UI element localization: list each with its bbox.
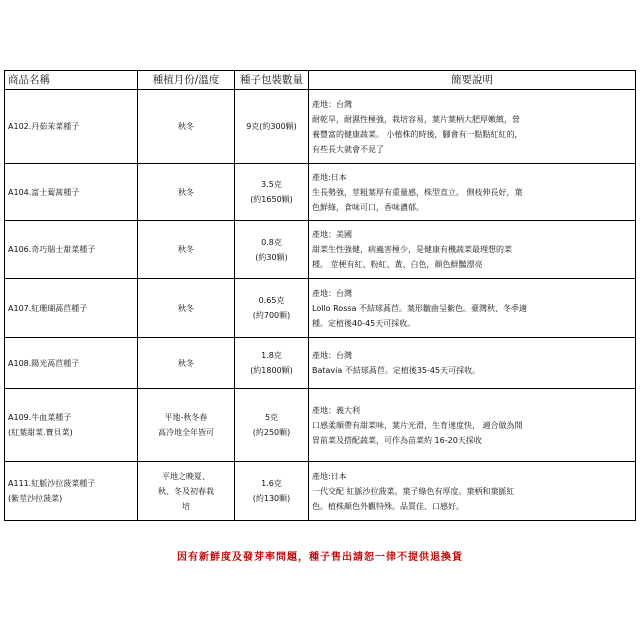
cell-description-line: 產地：台灣: [312, 351, 352, 360]
cell-description-line: 生長勢強，莖粗葉厚有重量感，株型直立。 側枝伸長好，葉: [312, 187, 523, 197]
cell-product-name: [5, 221, 138, 279]
cell-product-name-line: (紅葉甜菜.寶貝菜): [8, 428, 73, 437]
cell-product-name-line: A107.紅珊瑚萵苣種子: [8, 303, 88, 313]
product-table: [4, 70, 636, 521]
cell-product-name: [5, 279, 138, 338]
no-return-notice: 因有新鮮度及發芽率問題，種子售出請恕一律不提供退換貨: [177, 552, 463, 563]
cell-planting-season-line: 秋冬: [178, 122, 194, 131]
cell-product-name: [5, 462, 138, 521]
cell-description: [309, 164, 636, 221]
cell-description-line: 產地：台灣: [312, 288, 352, 298]
cell-package-quantity-line: 3.5克: [261, 180, 282, 189]
cell-description-line: 產地:日本: [312, 172, 347, 182]
cell-planting-season-line: 秋冬: [178, 187, 194, 197]
cell-description: [309, 462, 636, 521]
cell-description-line: Lollo Rossa 不結球萵苣。葉形皺曲呈紫色。臺灣秋、冬季適: [312, 303, 527, 313]
cell-planting-season: [138, 279, 235, 338]
header-product-name: 商品名稱: [5, 71, 138, 90]
cell-package-quantity: [235, 389, 309, 462]
cell-planting-season: [138, 462, 235, 521]
cell-description-line: 種。 莖梗有紅、粉紅、黃、白色，顏色鮮豔漂亮: [312, 260, 483, 269]
table-row: [5, 279, 636, 338]
cell-product-name: [5, 90, 138, 164]
table-header-row: [5, 71, 636, 90]
cell-package-quantity-line: 1.8克: [261, 351, 282, 360]
cell-description-line: 胃前菜及搭配蔬菜，可作為苗菜約 16-20天採收: [312, 435, 482, 445]
cell-product-name: [5, 389, 138, 462]
cell-description: [309, 90, 636, 164]
cell-package-quantity-line: (約30顆): [255, 252, 288, 262]
cell-planting-season-line: 平地-秋冬春: [164, 413, 208, 422]
cell-description-line: 甜菜生性強健，病蟲害極少，是健康有機蔬菜最理想的菜: [312, 245, 512, 254]
cell-package-quantity: [235, 462, 309, 521]
cell-planting-season: [138, 90, 235, 164]
cell-planting-season: [138, 389, 235, 462]
cell-description: [309, 338, 636, 389]
cell-planting-season-line: 秋、冬及初春栽: [158, 486, 214, 496]
cell-description-line: 種。定植後40-45天可採收。: [312, 318, 416, 328]
header-description: 簡要說明: [309, 71, 636, 90]
cell-package-quantity: [235, 164, 309, 221]
cell-package-quantity-line: 9克(約300顆): [246, 122, 297, 131]
cell-description-line: 產地:日本: [312, 471, 347, 481]
cell-package-quantity: [235, 90, 309, 164]
cell-planting-season: [138, 164, 235, 221]
cell-package-quantity-line: (約1800顆): [250, 366, 293, 375]
cell-description-line: 養豐富的健康蔬菜。 小植株的時後，腳會有一點點紅紅的，: [312, 129, 523, 139]
cell-description-line: 產地：美國: [312, 230, 352, 239]
table-row: [5, 221, 636, 279]
cell-product-name-line: A106.奇巧瑞士甜菜種子: [8, 245, 96, 254]
cell-planting-season-line: 平地之晚夏、: [162, 471, 210, 481]
table-row: [5, 389, 636, 462]
table-row: [5, 338, 636, 389]
table-row: [5, 90, 636, 164]
cell-planting-season: [138, 221, 235, 279]
cell-package-quantity-line: 5克: [264, 413, 279, 422]
cell-planting-season-line: 秋冬: [178, 303, 194, 313]
cell-description-line: 有些長大就會不見了: [312, 144, 384, 154]
cell-description-line: 色。植株顏色外觀特殊。品質佳、口感好。: [312, 501, 464, 511]
cell-product-name: [5, 338, 138, 389]
cell-package-quantity-line: (約1650顆): [250, 195, 293, 204]
table-row: [5, 462, 636, 521]
cell-description-line: 產地：台灣: [312, 99, 352, 109]
cell-product-name-line: A108.陽光萵苣種子: [8, 358, 80, 368]
cell-package-quantity: [235, 279, 309, 338]
cell-description: [309, 279, 636, 338]
cell-package-quantity-line: 0.65克: [258, 296, 285, 305]
cell-description: [309, 221, 636, 279]
cell-description-line: Batavia 不結球萵苣。定植後35-45天可採收。: [312, 366, 481, 375]
header-package-quantity: 種子包裝數量: [235, 71, 309, 90]
cell-description: [309, 389, 636, 462]
cell-description-line: 一代交配 紅脈沙拉菠菜。葉子綠色有厚度。葉柄和葉脈紅: [312, 486, 515, 496]
cell-planting-season: [138, 338, 235, 389]
cell-product-name-line: A102.丹茹茉菜種子: [8, 122, 80, 131]
cell-package-quantity: [235, 338, 309, 389]
cell-planting-season-line: 培: [182, 501, 190, 511]
cell-package-quantity-line: (約700顆): [252, 311, 291, 320]
header-planting-season: 種植月份/溫度: [138, 71, 235, 90]
cell-planting-season-line: 高冷地全年皆可: [158, 428, 214, 437]
cell-description-line: 口感柔順帶有甜菜味，葉片光滑，生育速度快， 適合做為開: [312, 420, 523, 430]
cell-description-line: 產地：義大利: [312, 405, 360, 415]
cell-product-name: [5, 164, 138, 221]
cell-package-quantity-line: (約250顆): [252, 428, 291, 437]
cell-package-quantity-line: 1.6克: [261, 479, 282, 488]
cell-planting-season-line: 秋冬: [178, 245, 194, 254]
cell-product-name-line: A111.紅脈沙拉菠菜種子: [8, 479, 96, 488]
cell-package-quantity-line: (約130顆): [252, 494, 291, 503]
cell-package-quantity-line: 0.8克: [261, 237, 282, 247]
cell-product-name-line: A104.富士蔔蒿種子: [8, 187, 80, 197]
cell-planting-season-line: 秋冬: [178, 358, 194, 368]
cell-package-quantity: [235, 221, 309, 279]
cell-product-name-line: A109.牛血菜種子: [8, 413, 72, 422]
cell-product-name-line: (紫莖沙拉菠菜): [8, 494, 63, 503]
table-row: [5, 164, 636, 221]
cell-description-line: 耐乾旱，耐濕性極強，栽培容易，葉片葉柄大肥厚嫩緻，營: [312, 114, 520, 124]
cell-description-line: 色鮮綠，食味可口，香味濃郁。: [312, 202, 424, 212]
